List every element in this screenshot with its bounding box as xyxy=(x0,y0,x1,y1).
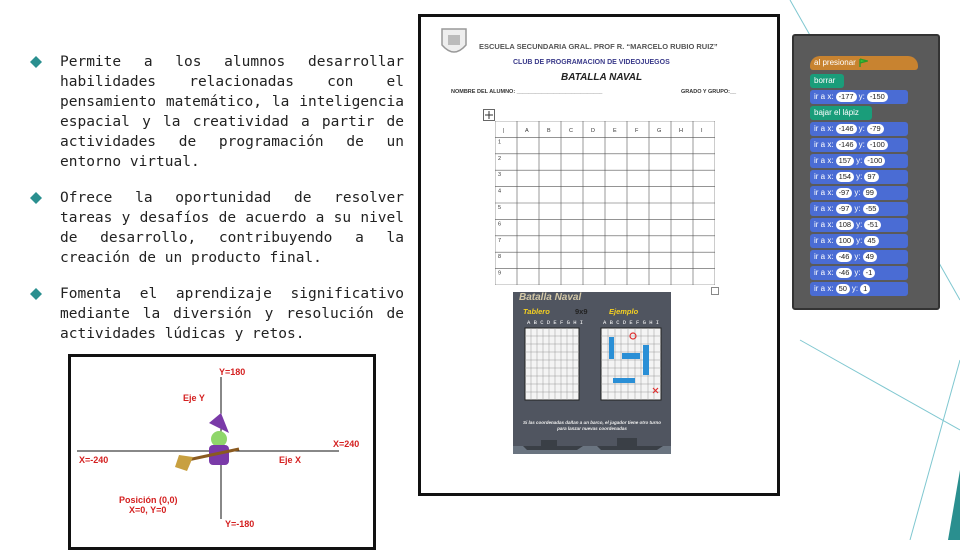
coordinate-axes xyxy=(71,357,373,547)
x-right-label: X=240 xyxy=(333,439,360,449)
x-value[interactable]: -146 xyxy=(836,140,857,150)
x-axis-label: Eje X xyxy=(279,455,302,465)
x-value[interactable]: -146 xyxy=(836,124,857,134)
grid-row-header: 3 xyxy=(498,172,502,179)
grid-row-header: 9 xyxy=(498,270,502,277)
battleship-grid xyxy=(495,121,715,285)
diamond-bullet-icon xyxy=(30,288,42,300)
grid-row-header: 5 xyxy=(498,205,502,211)
y-label: y: xyxy=(851,284,859,293)
x-value[interactable]: 154 xyxy=(836,172,855,182)
goto-label: ir a x: xyxy=(814,220,834,229)
y-label: y: xyxy=(858,140,865,149)
x-value[interactable]: -46 xyxy=(836,268,853,278)
go-to-xy-block[interactable] xyxy=(810,138,908,152)
goto-label: ir a x: xyxy=(814,236,834,245)
x-value[interactable]: 157 xyxy=(836,156,855,166)
goto-label: ir a x: xyxy=(814,124,834,133)
x-value[interactable]: 50 xyxy=(836,284,850,294)
go-to-xy-block[interactable] xyxy=(810,170,908,184)
y-label: y: xyxy=(856,236,863,245)
hat-block-label: al presionar xyxy=(814,58,856,67)
poster-size-label: 9x9 xyxy=(575,307,588,316)
checkbox-icon xyxy=(711,287,719,295)
y-value[interactable]: -1 xyxy=(863,268,876,278)
student-name-field: NOMBRE DEL ALUMNO: ____________________________ xyxy=(451,89,603,95)
go-to-xy-block[interactable] xyxy=(810,282,908,296)
grid-column-header: | xyxy=(503,128,505,134)
club-name: CLUB DE PROGRAMACION DE VIDEOJUEGOS xyxy=(513,59,670,66)
poster-board-label: Tablero xyxy=(523,307,550,316)
grid-row-header: 2 xyxy=(498,155,502,162)
go-to-xy-block[interactable] xyxy=(810,202,908,216)
poster-note: Si las coordenadas dañan a un barco, el jugador tiene otro turno para lanzar nuevas coordenadas xyxy=(522,420,662,431)
y-value[interactable]: -100 xyxy=(864,156,885,166)
y-value[interactable]: -150 xyxy=(867,92,888,102)
bullet-item xyxy=(30,284,404,344)
worksheet-page xyxy=(418,14,780,496)
grid-column-header: D xyxy=(591,128,595,134)
y-top-label: Y=180 xyxy=(219,367,246,377)
poster-grids xyxy=(513,326,671,408)
y-label: y: xyxy=(856,220,863,229)
bullet-item xyxy=(30,188,404,268)
goto-label: ir a x: xyxy=(814,252,834,261)
x-value[interactable]: 108 xyxy=(836,220,855,230)
origin-label: Posición (0,0) xyxy=(119,495,178,505)
y-label: y: xyxy=(856,156,863,165)
y-value[interactable]: 97 xyxy=(864,172,878,182)
grid-row-header: 8 xyxy=(498,254,502,261)
poster-letters-left: A B C D E F G H I xyxy=(527,319,584,326)
bullet-item xyxy=(30,52,404,172)
bullet-list xyxy=(30,52,404,360)
y-value[interactable]: 99 xyxy=(863,188,877,198)
x-value[interactable]: -97 xyxy=(836,204,853,214)
worksheet-title: BATALLA NAVAL xyxy=(561,72,643,83)
clear-label: borrar xyxy=(814,76,836,85)
green-flag-icon xyxy=(858,58,868,68)
y-bottom-label: Y=-180 xyxy=(225,519,255,529)
go-to-xy-block[interactable] xyxy=(810,90,908,104)
witch-sprite-icon xyxy=(175,413,239,471)
grid-column-header: E xyxy=(613,128,617,134)
warships-image xyxy=(513,432,671,454)
x-value[interactable]: -177 xyxy=(836,92,857,102)
grid-column-header: H xyxy=(679,128,683,134)
grid-column-header: B xyxy=(547,128,551,134)
goto-label: ir a x: xyxy=(814,284,834,293)
go-to-xy-block[interactable] xyxy=(810,186,908,200)
go-to-xy-block[interactable] xyxy=(810,218,908,232)
y-label: y: xyxy=(854,204,861,213)
y-value[interactable]: -55 xyxy=(863,204,880,214)
bullet-text: Permite a los alumnos desarrollar habilidades relacionadas con el pensamiento matemático, la inteligencia espacial y la creatividad a partir de actividades de programación de un entorno virtual. xyxy=(60,54,404,170)
grid-row-header: 4 xyxy=(498,188,502,195)
go-to-xy-block[interactable] xyxy=(810,122,908,136)
grid-column-header: I xyxy=(701,128,703,134)
grid-row-header: 1 xyxy=(498,139,502,146)
goto-label: ir a x: xyxy=(814,140,834,149)
grid-row-header: 6 xyxy=(498,221,502,228)
grid-column-header: G xyxy=(657,128,662,134)
y-label: y: xyxy=(856,172,863,181)
y-label: y: xyxy=(858,92,865,101)
poster-title: Batalla Naval xyxy=(519,292,582,303)
diamond-bullet-icon xyxy=(30,56,42,68)
y-axis-label: Eje Y xyxy=(183,393,205,403)
y-label: y: xyxy=(854,188,861,197)
coordinate-diagram xyxy=(68,354,376,550)
x-value[interactable]: 100 xyxy=(836,236,855,246)
bullet-text: Ofrece la oportunidad de resolver tareas y desafíos de acuerdo a su nivel de desarrollo, contribuyendo a la creación de un producto final. xyxy=(60,190,404,266)
scratch-code-panel xyxy=(792,34,940,310)
goto-label: ir a x: xyxy=(814,268,834,277)
grid-column-header: C xyxy=(569,128,573,134)
grade-field: GRADO Y GRUPO:__ xyxy=(681,89,737,95)
school-logo-icon xyxy=(439,25,469,61)
bullet-text: Fomenta el aprendizaje significativo mediante la diversión y resolución de actividades lúdicas y retos. xyxy=(60,286,404,342)
y-label: y: xyxy=(858,124,865,133)
school-name: ESCUELA SECUNDARIA GRAL. PROF R. “MARCELO RUBIO RUIZ” xyxy=(479,42,718,51)
go-to-xy-block[interactable] xyxy=(810,266,908,280)
y-value[interactable]: 49 xyxy=(863,252,877,262)
goto-label: ir a x: xyxy=(814,92,834,101)
y-value[interactable]: 1 xyxy=(860,284,870,294)
y-value[interactable]: -51 xyxy=(864,220,881,230)
grid-row-header: 7 xyxy=(498,237,502,244)
grid-column-header: A xyxy=(525,128,529,134)
pen-down-block[interactable] xyxy=(810,106,872,120)
clear-block[interactable] xyxy=(810,74,844,88)
x-value[interactable]: -97 xyxy=(836,188,853,198)
go-to-xy-block[interactable] xyxy=(810,250,908,264)
x-left-label: X=-240 xyxy=(79,455,109,465)
goto-label: ir a x: xyxy=(814,156,834,165)
go-to-xy-block[interactable] xyxy=(810,154,908,168)
y-value[interactable]: -100 xyxy=(867,140,888,150)
x-value[interactable]: -46 xyxy=(836,252,853,262)
y-value[interactable]: -79 xyxy=(867,124,884,134)
y-label: y: xyxy=(854,268,861,277)
move-handle-icon xyxy=(483,109,495,121)
when-flag-clicked-block[interactable] xyxy=(810,56,918,70)
y-label: y: xyxy=(854,252,861,261)
origin-value: X=0, Y=0 xyxy=(129,505,167,515)
batalla-naval-poster xyxy=(513,292,671,452)
pen-down-label: bajar el lápiz xyxy=(814,108,859,117)
grid-column-header: F xyxy=(635,128,639,134)
goto-label: ir a x: xyxy=(814,172,834,181)
go-to-xy-block[interactable] xyxy=(810,234,908,248)
diamond-bullet-icon xyxy=(30,192,42,204)
goto-label: ir a x: xyxy=(814,188,834,197)
y-value[interactable]: 45 xyxy=(864,236,878,246)
poster-example-label: Ejemplo xyxy=(609,307,639,316)
goto-label: ir a x: xyxy=(814,204,834,213)
poster-letters-right: A B C D E F G H I xyxy=(603,319,660,326)
